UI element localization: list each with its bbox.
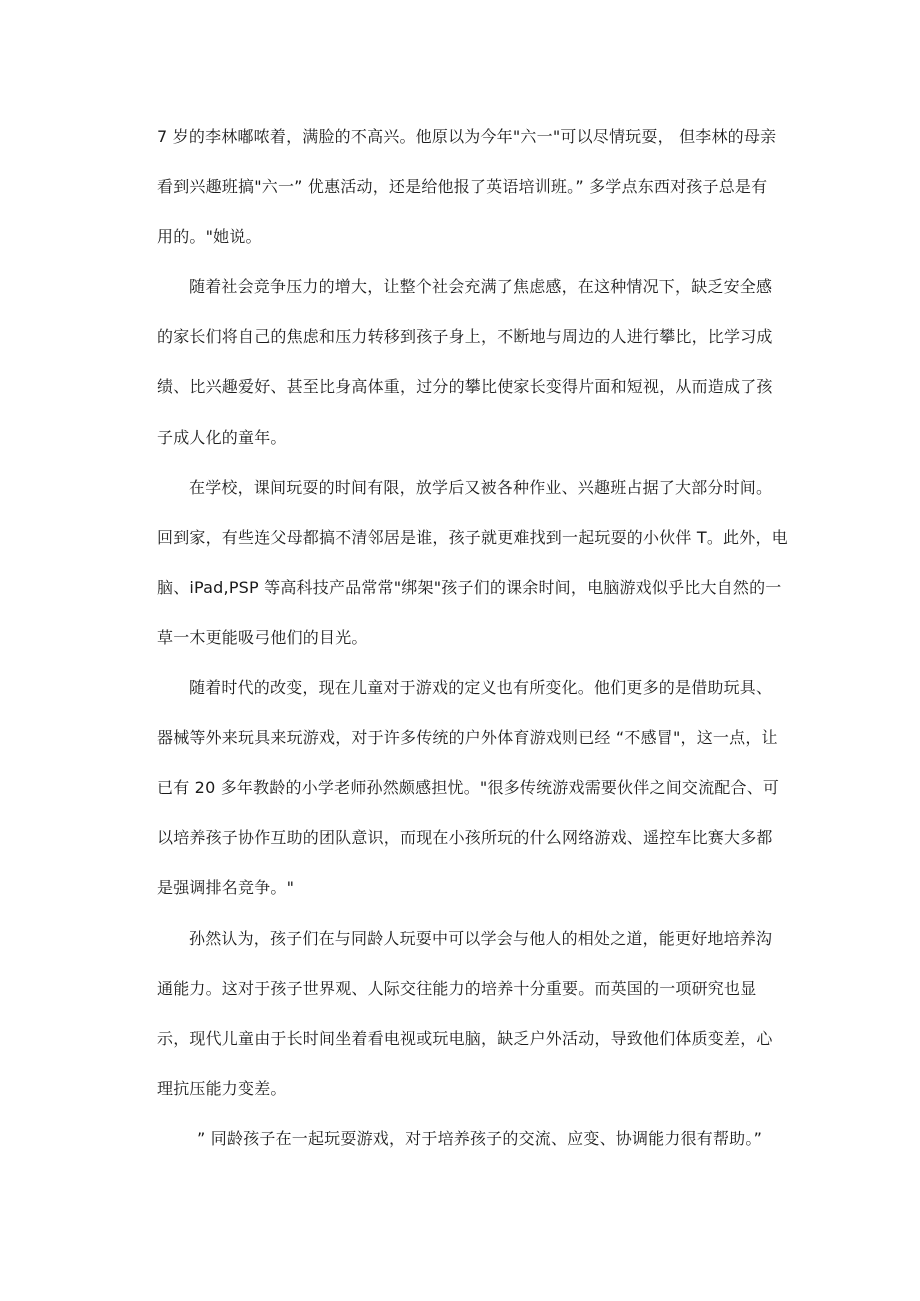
text-line: 是强调排名竞争。" [157,878,295,898]
article-body [157,121,788,1173]
text-line: 通能力。这对于孩子世界观、人际交往能力的培养十分重要。而英国的一项研究也显 [157,978,757,998]
paragraph-start-line: ” 同龄孩子在一起玩耍游戏，对于培养孩子的交流、应变、协调能力很有帮助。” [197,1128,763,1148]
paragraph-start-line: 在学校，课间玩耍的时间有限，放学后又被各种作业、兴趣班占据了大部分时间。 [189,477,773,497]
text-line: 7 岁的李林嘟哝着，满脸的不高兴。他原以为今年"六一"可以尽情玩耍， 但李林的母亲 [157,127,777,146]
text-line: 的家长们将自己的焦虑和压力转移到孩子身上，不断地与周边的人进行攀比，比学习成 [157,327,773,347]
paragraph-start-line: 孙然认为，孩子们在与同龄人玩耍中可以学会与他人的相处之道，能更好地培养沟 [189,928,773,948]
text-line: 以培养孩子协作互助的团队意识，而现在小孩所玩的什么网络游戏、遥控车比赛大多都 [157,828,773,848]
text-line: 脑、iPad,PSP 等高科技产品常常"绑架"孩子们的课余时间，电脑游戏似乎比大自然的一 [157,577,782,597]
text-line: 示，现代儿童由于长时间坐着看电视或玩电脑，缺乏户外活动，导致他们体质变差，心 [157,1028,773,1048]
paragraph-start-line: 随着时代的改变，现在儿童对于游戏的定义也有所变化。他们更多的是借助玩具、 [189,678,773,698]
text-line: 回到家，有些连父母都搞不清邻居是谁，孩子就更难找到一起玩耍的小伙伴 T。此外，电 [157,527,788,547]
text-line: 绩、比兴趣爱好、甚至比身高体重，过分的攀比使家长变得片面和短视，从而造成了孩 [157,377,773,397]
text-line: 用的。"她说。 [157,227,262,247]
text-line: 理抗压能力变差。 [157,1078,287,1098]
text-line: 草一木更能吸弓他们的目光。 [157,627,368,647]
text-line: 已有 20 多年教龄的小学老师孙然颇感担忧。"很多传统游戏需要伙伴之间交流配合、可 [157,778,780,798]
text-line: 子成人化的童年。 [157,427,287,447]
text-line: 看到兴趣班搞"六一” 优惠活动，还是给他报了英语培训班。” 多学点东西对孩子总是有 [157,177,768,197]
paragraph-start-line: 随着社会竞争压力的增大，让整个社会充满了焦虑感，在这种情况下，缺乏安全感 [189,277,773,297]
text-line: 器械等外来玩具来玩游戏，对于许多传统的户外体育游戏则已经 “不感冒"，这一点，让 [157,728,778,748]
